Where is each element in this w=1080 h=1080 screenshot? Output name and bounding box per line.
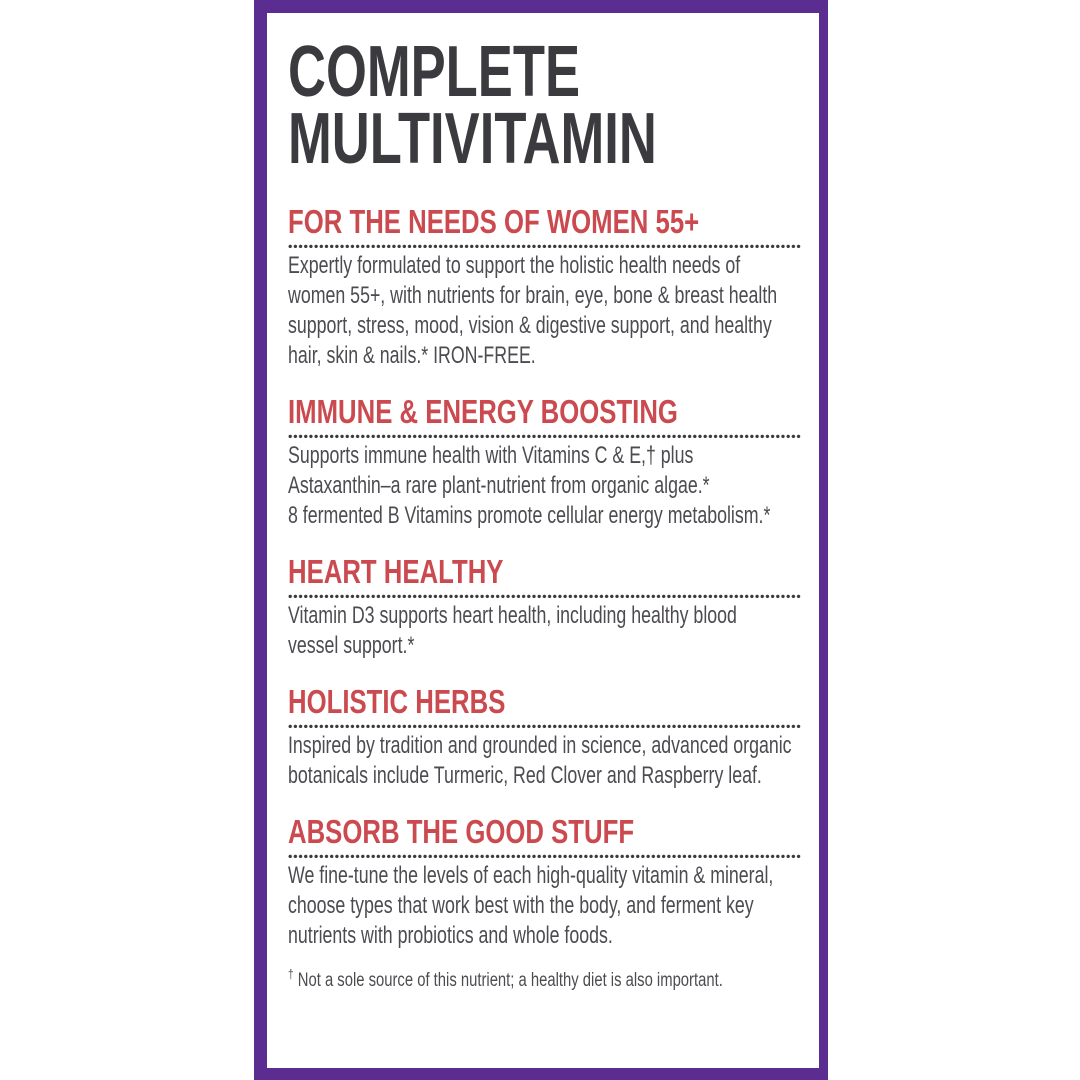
body-line: vessel support.* bbox=[288, 632, 415, 659]
body-line: choose types that work best with the body, and ferment key bbox=[288, 892, 754, 919]
dotted-divider bbox=[288, 724, 801, 729]
section-absorb-good-stuff bbox=[288, 814, 801, 951]
dotted-divider bbox=[288, 854, 801, 859]
body-line: Supports immune health with Vitamins C & E,† plus bbox=[288, 442, 694, 469]
section-heading: HEART HEALTHY bbox=[288, 553, 504, 590]
body-line: hair, skin & nails.* IRON-FREE. bbox=[288, 342, 536, 369]
body-line: Expertly formulated to support the holistic health needs of bbox=[288, 252, 741, 279]
body-line: women 55+, with nutrients for brain, eye, bone & breast health bbox=[288, 282, 778, 309]
section-heading: IMMUNE & ENERGY BOOSTING bbox=[288, 393, 678, 430]
body-line: 8 fermented B Vitamins promote cellular energy metabolism.* bbox=[288, 502, 771, 529]
product-title bbox=[288, 32, 662, 179]
section-heading: ABSORB THE GOOD STUFF bbox=[288, 813, 635, 850]
section-body bbox=[288, 441, 801, 531]
title-line-1: COMPLETE bbox=[288, 32, 581, 112]
section-body bbox=[288, 731, 801, 791]
body-line: botanicals include Turmeric, Red Clover and Raspberry leaf. bbox=[288, 762, 762, 789]
section-heading: HOLISTIC HERBS bbox=[288, 683, 506, 720]
dotted-divider bbox=[288, 244, 801, 249]
panel-content bbox=[267, 13, 819, 993]
section-body bbox=[288, 861, 801, 951]
section-immune-energy bbox=[288, 394, 801, 531]
section-body bbox=[288, 601, 801, 661]
title-line-2: MULTIVITAMIN bbox=[288, 99, 657, 179]
footnote bbox=[288, 966, 723, 993]
section-holistic-herbs bbox=[288, 684, 801, 791]
section-heading: FOR THE NEEDS OF WOMEN 55+ bbox=[288, 203, 700, 240]
body-line: Astaxanthin–a rare plant-nutrient from organic algae.* bbox=[288, 472, 710, 499]
dotted-divider bbox=[288, 594, 801, 599]
dagger-symbol: † bbox=[288, 966, 294, 982]
panel-frame bbox=[254, 0, 828, 1080]
body-line: Inspired by tradition and grounded in science, advanced organic bbox=[288, 732, 792, 759]
section-women-55 bbox=[288, 204, 801, 371]
body-line: nutrients with probiotics and whole foods. bbox=[288, 922, 613, 949]
body-line: Vitamin D3 supports heart health, including healthy blood bbox=[288, 602, 737, 629]
body-line: support, stress, mood, vision & digestive support, and healthy bbox=[288, 312, 772, 339]
body-line: We fine-tune the levels of each high-quality vitamin & mineral, bbox=[288, 862, 774, 889]
section-heart-healthy bbox=[288, 554, 801, 661]
dotted-divider bbox=[288, 434, 801, 439]
section-body bbox=[288, 251, 801, 371]
footnote-text: Not a sole source of this nutrient; a healthy diet is also important. bbox=[293, 970, 723, 991]
